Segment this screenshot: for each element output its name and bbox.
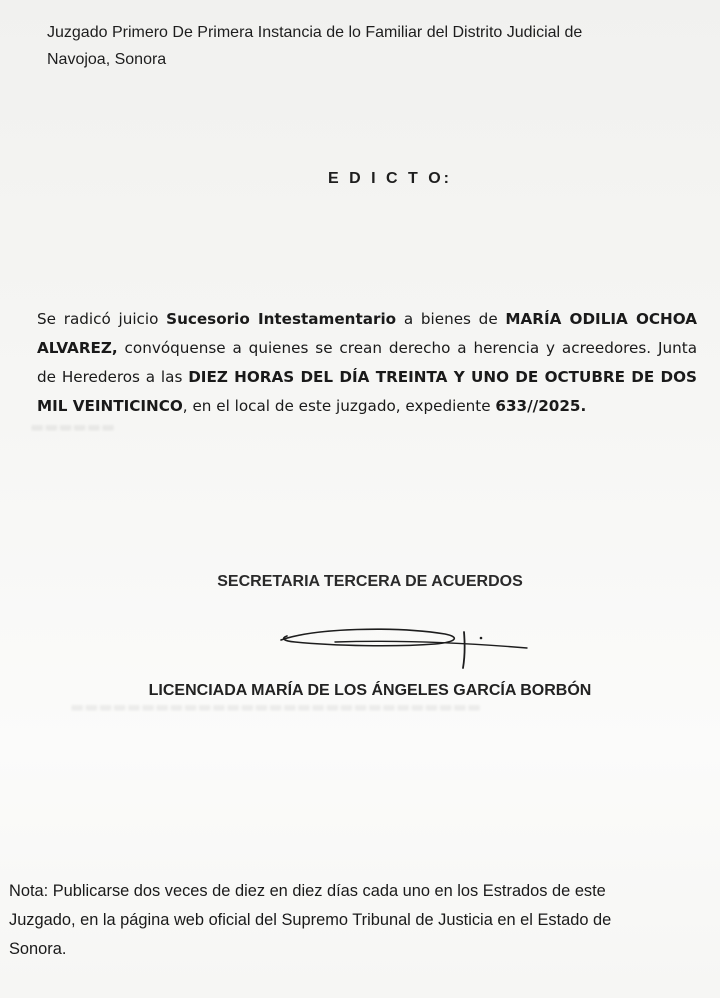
edict-body (37, 305, 697, 421)
body-segment: a bienes de (396, 310, 506, 328)
body-case-number: 633//2025. (495, 397, 587, 415)
bleed-through-mark: ▬▬▬▬▬▬ (30, 420, 116, 438)
court-line-1: Juzgado Primero De Primera Instancia de lo Familiar del Distrito Judicial de (47, 24, 583, 41)
bleed-through-mark: ▬▬▬▬▬▬▬▬▬▬▬▬▬▬▬▬▬▬▬▬▬▬▬▬▬▬▬▬▬ (70, 700, 481, 718)
body-segment: Se radicó juicio (37, 310, 167, 328)
edict-title: E D I C T O: (328, 170, 452, 187)
body-deceased-name: MARÍA ODILIA OCHOA ALVAREZ, (37, 310, 697, 357)
signer-name: LICENCIADA MARÍA DE LOS ÁNGELES GARCÍA BORBÓN (148, 682, 592, 699)
body-hearing-date: DIEZ HORAS DEL DÍA TREINTA Y UNO DE OCTUBRE DE DOS MIL VEINTICINCO (37, 368, 697, 415)
body-segment: , en el local de este juzgado, expediente (182, 397, 496, 415)
nota-section (0, 870, 720, 980)
secretaria-title: SECRETARIA TERCERA DE ACUERDOS (217, 573, 523, 590)
nota-line-2: Juzgado, en la página web oficial del Supremo Tribunal de Justicia en el Estado de (9, 911, 612, 929)
court-header (47, 19, 667, 73)
nota-line-3: Sonora. (9, 940, 67, 958)
nota-line-1: Nota: Publicarse dos veces de diez en diez días cada uno en los Estrados de este (9, 882, 606, 900)
signature (275, 620, 535, 675)
nota-text (9, 877, 720, 964)
body-trial-type: Sucesorio Intestamentario (166, 310, 397, 328)
body-segment: convóquense a quienes se crean derecho a herencia y acreedores. Junta de Herederos a las (37, 339, 697, 386)
court-line-2: Navojoa, Sonora (47, 51, 167, 68)
